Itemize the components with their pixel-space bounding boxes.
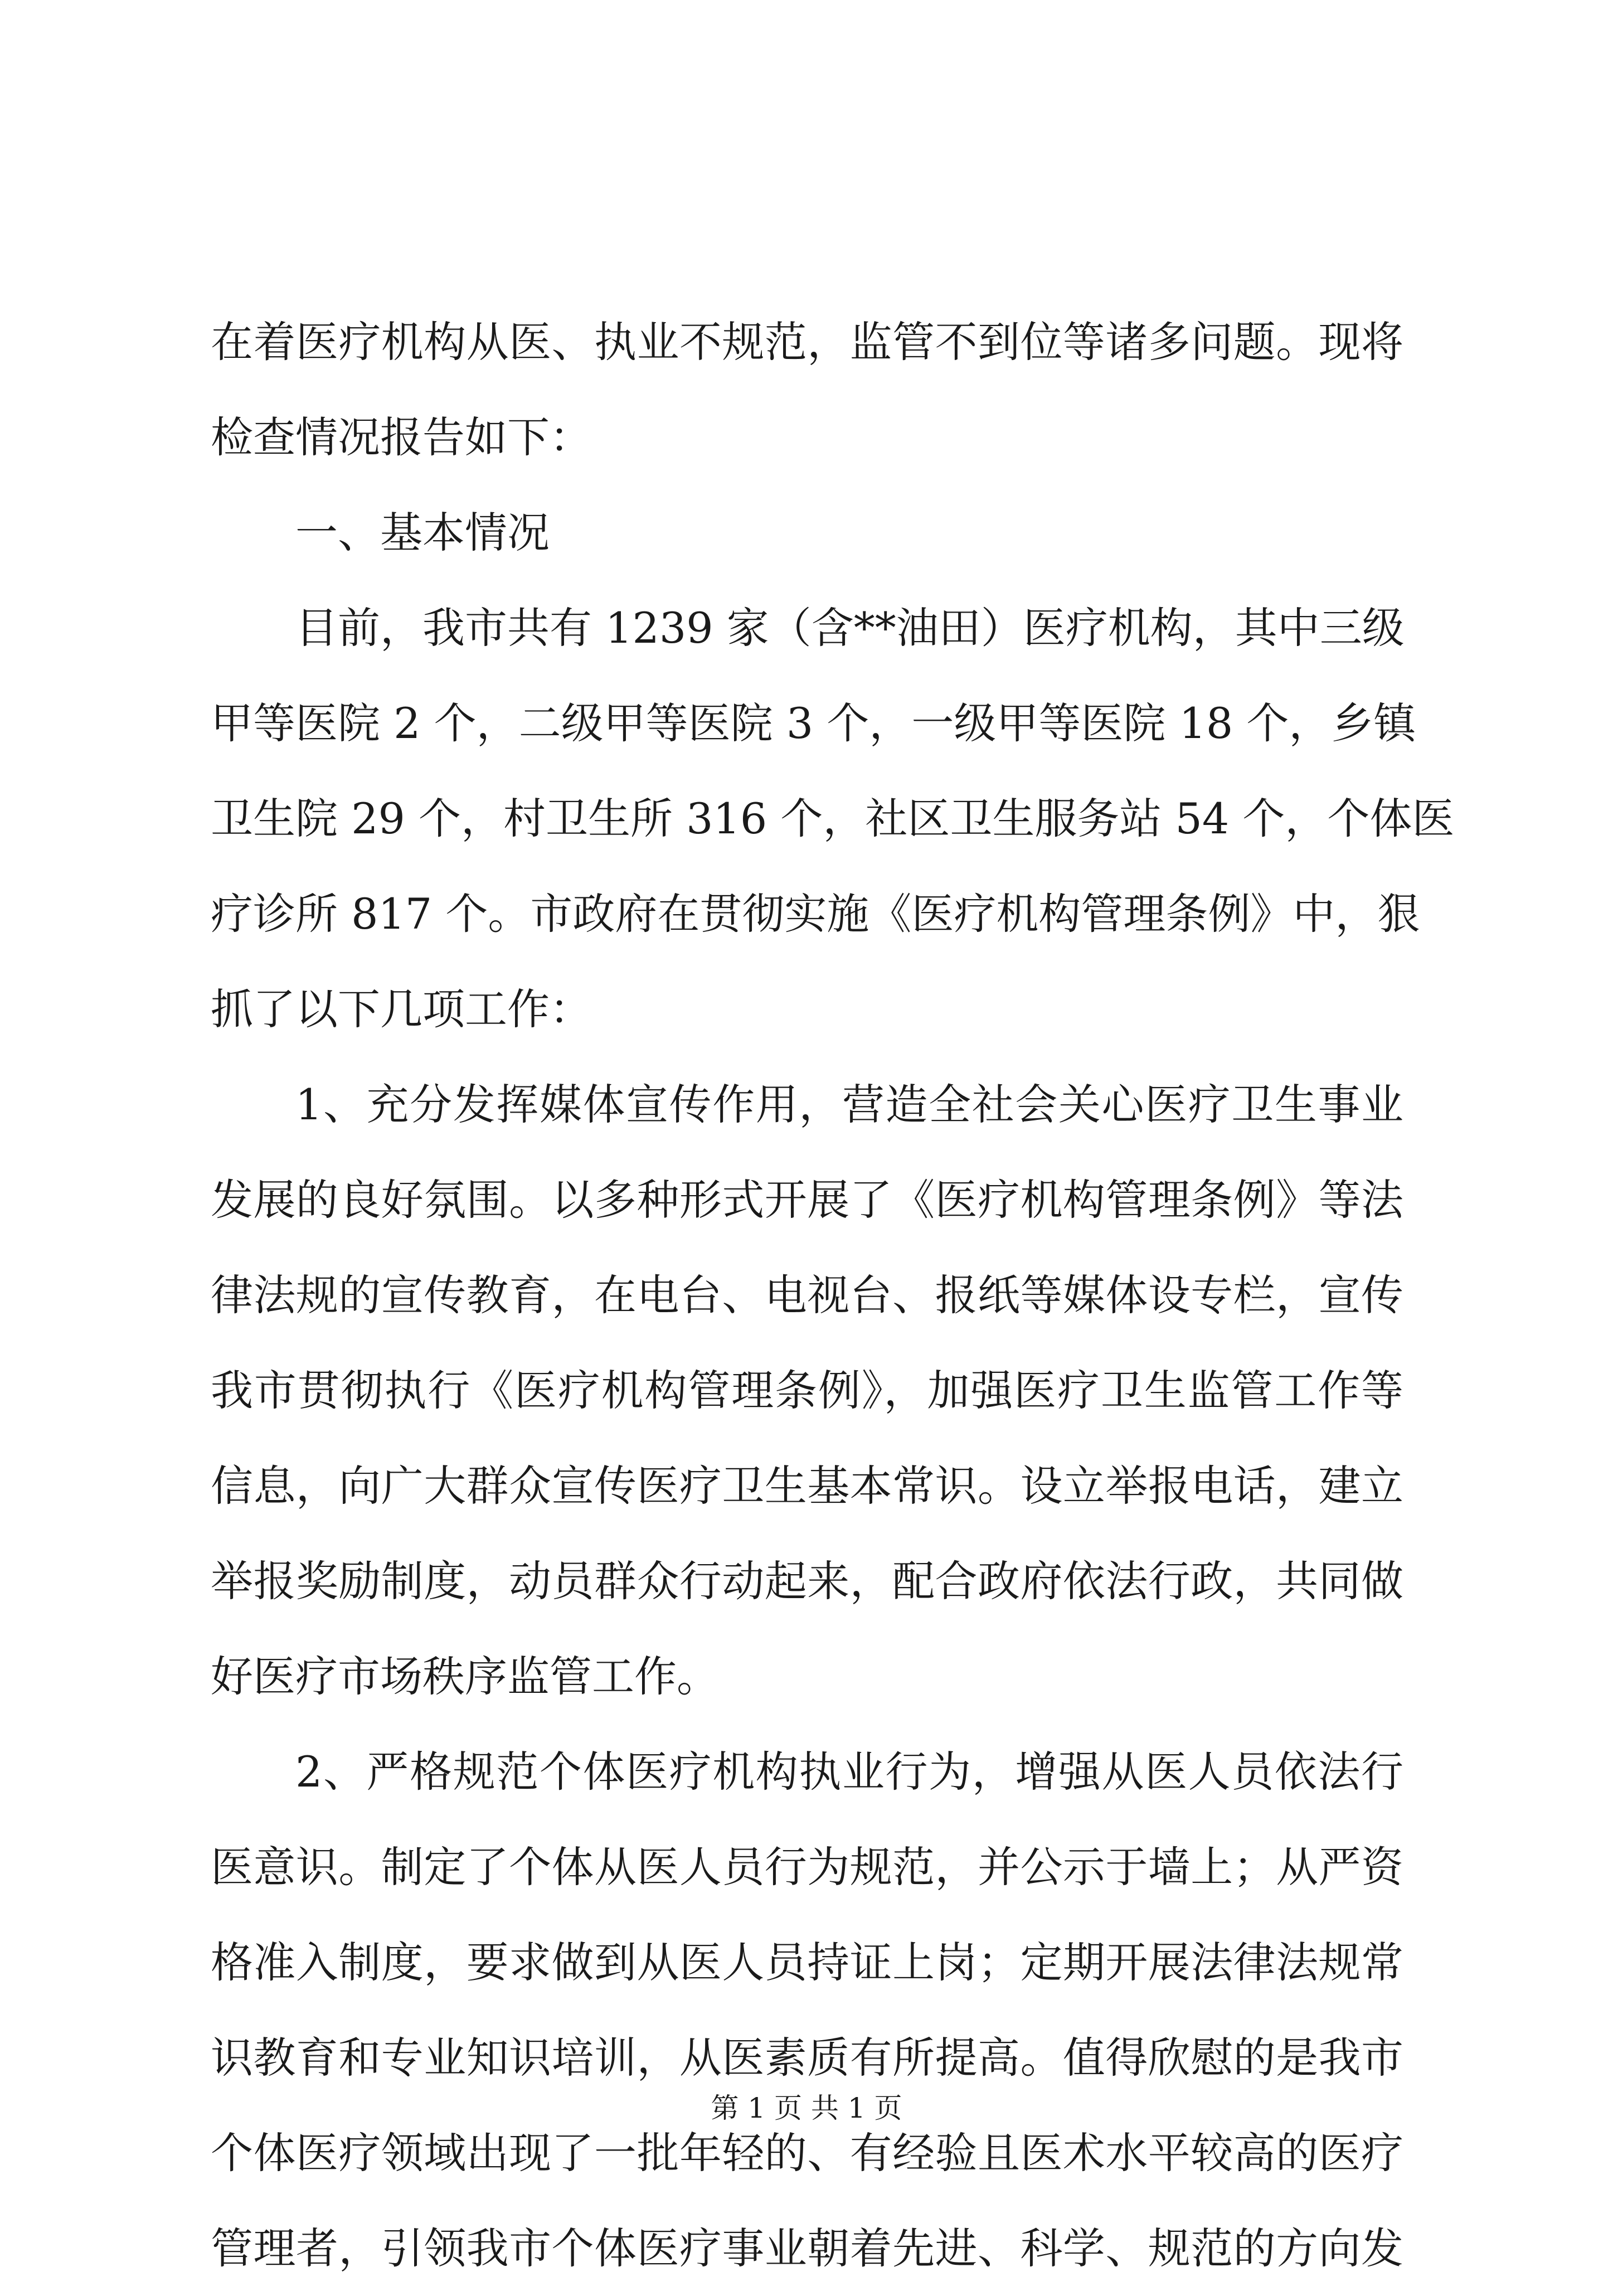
text-line: 卫生院 29 个，村卫生所 316 个，社区卫生服务站 54 个，个体医	[211, 794, 1455, 843]
text-line: 个体医疗领域出现了一批年轻的、有经验且医术水平较高的医疗	[211, 2128, 1403, 2178]
text-line: 发展的良好氛围。以多种形式开展了《医疗机构管理条例》等法	[211, 1175, 1403, 1225]
text-line: 医意识。制定了个体从医人员行为规范，并公示于墙上；从严资	[211, 1842, 1403, 1892]
text-line: 好医疗市场秩序监管工作。	[211, 1652, 719, 1701]
text-line: 我市贯彻执行《医疗机构管理条例》，加强医疗卫生监管工作等	[211, 1366, 1403, 1415]
text-line: 疗诊所 817 个。市政府在贯彻实施《医疗机构管理条例》中，狠	[211, 889, 1420, 939]
text-line: 目前，我市共有 1239 家（含**油田）医疗机构，其中三级	[295, 603, 1405, 653]
text-line: 一、基本情况	[295, 508, 550, 557]
text-line: 检查情况报告如下：	[211, 412, 592, 462]
text-line: 识教育和专业知识培训，从医素质有所提高。值得欣慰的是我市	[211, 2033, 1403, 2083]
text-line: 在着医疗机构从医、执业不规范，监管不到位等诸多问题。现将	[211, 317, 1403, 367]
page-footer: 第 1 页 共 1 页	[711, 2092, 902, 2124]
text-line: 抓了以下几项工作：	[211, 984, 592, 1034]
text-line: 举报奖励制度，动员群众行动起来，配合政府依法行政，共同做	[211, 1556, 1403, 1606]
text-line: 1、充分发挥媒体宣传作用，营造全社会关心医疗卫生事业	[295, 1080, 1403, 1129]
text-line: 甲等医院 2 个，二级甲等医院 3 个，一级甲等医院 18 个，乡镇	[211, 698, 1416, 748]
text-line: 2、严格规范个体医疗机构执业行为，增强从医人员依法行	[295, 1747, 1403, 1797]
text-line: 信息，向广大群众宣传医疗卫生基本常识。设立举报电话，建立	[211, 1461, 1403, 1511]
text-line: 管理者，引领我市个体医疗事业朝着先进、科学、规范的方向发	[211, 2224, 1403, 2273]
text-line: 律法规的宣传教育，在电台、电视台、报纸等媒体设专栏，宣传	[211, 1270, 1403, 1320]
body-text	[211, 294, 1455, 2296]
text-line: 格准入制度，要求做到从医人员持证上岗；定期开展法律法规常	[211, 1938, 1403, 1987]
